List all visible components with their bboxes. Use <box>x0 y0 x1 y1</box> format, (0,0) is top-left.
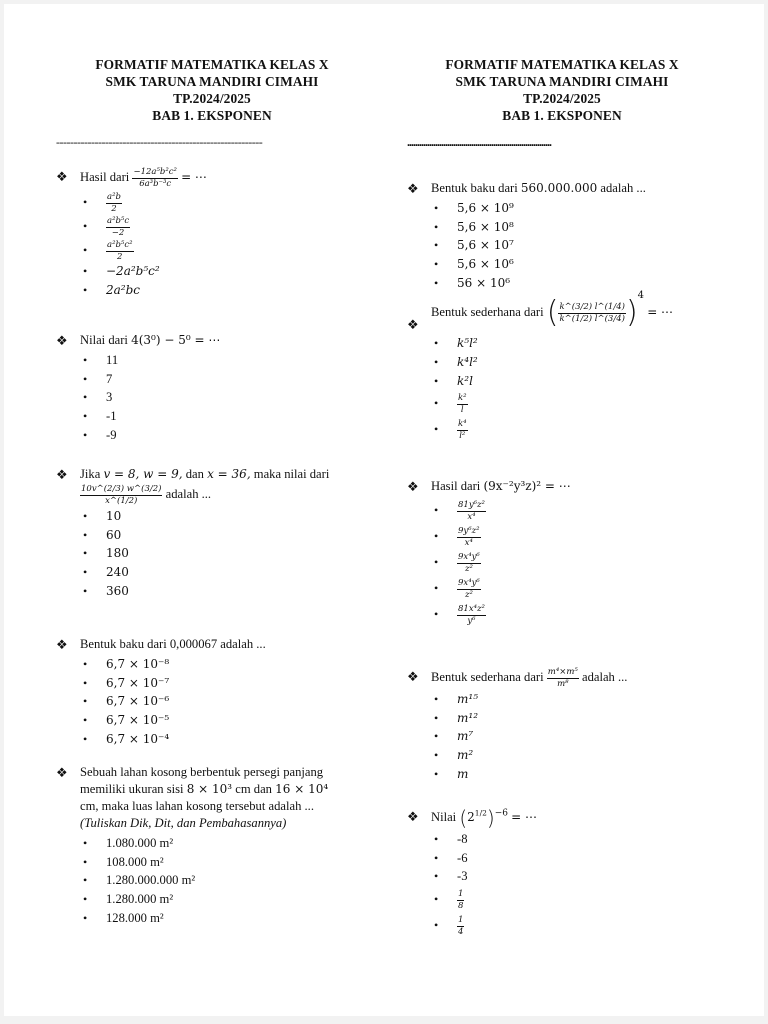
question-stem <box>56 636 374 653</box>
fraction-denominator: m⁸ <box>557 678 569 689</box>
stem-expression-2: x = 36, <box>207 467 251 481</box>
option-b[interactable] <box>407 353 717 372</box>
option-d[interactable] <box>407 746 717 765</box>
stem-expression-2: 16 × 10⁴ <box>275 782 329 796</box>
option-c[interactable] <box>407 372 717 391</box>
fraction-denominator: z² <box>464 563 473 574</box>
option-text: m <box>457 766 469 781</box>
option-a[interactable] <box>407 497 717 523</box>
option-d[interactable] <box>56 262 374 281</box>
right-header <box>407 56 717 124</box>
option-list <box>56 507 374 601</box>
option-fraction <box>457 501 486 521</box>
diamond-bullet-icon: ❖ <box>407 669 419 684</box>
option-text: 2a²bc <box>106 282 141 297</box>
fraction-numerator: • k² <box>458 393 467 404</box>
fraction-numerator: • 81y⁶z² <box>458 500 485 511</box>
header-year: TP.2024/2025 <box>173 91 251 106</box>
diamond-bullet-icon: ❖ <box>407 809 419 824</box>
option-fraction <box>457 394 468 414</box>
option-fraction <box>457 605 486 625</box>
fraction-denominator: 2 <box>117 251 123 262</box>
diamond-bullet-icon: ❖ <box>407 181 419 196</box>
right-paren: ) <box>625 295 638 331</box>
option-a[interactable]: • 11 <box>56 351 374 370</box>
fraction-denominator: l <box>460 404 464 415</box>
stem-line-2 <box>80 485 374 505</box>
option-text: 56 × 10⁶ <box>457 275 511 290</box>
fraction-numerator: • 1 <box>458 915 464 926</box>
option-e[interactable] <box>407 601 717 627</box>
stem-suffix: adalah ... <box>581 669 628 684</box>
option-fraction <box>457 579 481 599</box>
stem-text: cm dan <box>235 782 272 796</box>
question-stem <box>407 808 717 828</box>
option-b[interactable] <box>56 674 374 693</box>
question-stem <box>407 180 717 197</box>
option-b[interactable] <box>56 526 374 545</box>
option-b[interactable] <box>407 218 717 237</box>
option-e[interactable] <box>407 765 717 784</box>
stem-text: Bentuk baku dari 0,000067 adalah ... <box>80 637 266 651</box>
diamond-bullet-icon: ❖ <box>407 317 419 332</box>
stem-prefix: Hasil dari <box>80 169 130 184</box>
question-stem <box>56 764 374 832</box>
question-stem <box>407 668 717 688</box>
stem-fraction <box>80 485 162 505</box>
option-fraction <box>457 916 464 936</box>
option-text: 10 <box>106 509 122 523</box>
option-e[interactable] <box>56 582 374 601</box>
option-b[interactable]: • 7 <box>56 370 374 389</box>
stem-prefix: Hasil dari <box>431 479 481 493</box>
option-fraction <box>457 420 468 440</box>
option-list <box>407 497 717 627</box>
header-chapter: BAB 1. EKSPONEN <box>502 108 622 123</box>
option-list <box>56 655 374 749</box>
left-paren: ( <box>546 295 559 331</box>
power-base: 2 <box>467 809 475 824</box>
option-text: m² <box>457 748 474 763</box>
stem-fraction <box>547 668 579 688</box>
option-e[interactable]: • 128.000 m² <box>56 909 374 928</box>
fraction-denominator: k^(1/2) l^(3/4) <box>559 313 625 324</box>
fraction-numerator: • a²b⁵c² <box>107 240 133 251</box>
option-text: k²l <box>457 373 473 388</box>
option-a[interactable] <box>407 690 717 709</box>
fraction-numerator: m⁴×m⁵ <box>547 667 578 677</box>
worksheet-page <box>4 4 764 1016</box>
option-e[interactable] <box>56 730 374 749</box>
stem-expression: v = 8, w = 9, <box>103 467 183 481</box>
stem-prefix: Bentuk baku dari <box>431 181 518 195</box>
option-a[interactable] <box>56 507 374 526</box>
option-a[interactable]: • -8 <box>407 830 717 849</box>
question-r4 <box>407 668 717 784</box>
fraction-denominator: 8 <box>458 900 464 911</box>
option-text: 5,6 × 10⁹ <box>457 201 514 215</box>
question-l4 <box>56 636 374 749</box>
option-a[interactable]: • 1.080.000 m² <box>56 834 374 853</box>
question-stem <box>407 478 717 495</box>
option-text: 5,6 × 10⁷ <box>457 238 514 253</box>
option-list <box>407 690 717 784</box>
option-d[interactable] <box>407 390 717 416</box>
stem-note: (Tuliskan Dik, Dit, dan Pembahasannya) <box>80 816 287 830</box>
option-c[interactable] <box>407 236 717 255</box>
option-list <box>407 830 717 938</box>
header-year: TP.2024/2025 <box>523 91 601 106</box>
fraction-numerator: 10v^(2/3) w^(3/2) <box>81 484 162 494</box>
stem-text: memiliki ukuran sisi <box>80 782 184 796</box>
option-text: k⁵l² <box>457 336 478 351</box>
option-b[interactable] <box>407 523 717 549</box>
stem-suffix: = ⋯ <box>181 169 207 184</box>
fraction-denominator: z² <box>464 589 473 600</box>
option-list <box>56 834 374 928</box>
left-divider: ----------------------------------------------------------- <box>56 136 263 148</box>
right-paren: ) <box>486 806 495 830</box>
question-l2 <box>56 332 374 445</box>
fraction-numerator: • 9x⁴y⁶ <box>458 552 480 563</box>
fraction-denominator: 2 <box>111 203 117 214</box>
option-a[interactable] <box>56 655 374 674</box>
option-a[interactable] <box>56 190 374 214</box>
option-fraction <box>106 217 130 237</box>
diamond-bullet-icon: ❖ <box>56 169 68 184</box>
question-stem <box>407 290 717 332</box>
fraction-denominator: x^(1/2) <box>105 495 138 506</box>
fraction-numerator: • 81x⁴z² <box>458 604 485 615</box>
question-stem <box>56 332 374 349</box>
question-r5 <box>407 808 717 938</box>
option-text: 60 <box>106 527 122 542</box>
diamond-bullet-icon: ❖ <box>56 467 68 482</box>
option-c[interactable] <box>407 549 717 575</box>
stem-suffix: = ⋯ <box>647 305 674 319</box>
option-fraction <box>457 527 481 547</box>
diamond-bullet-icon: ❖ <box>56 765 68 780</box>
stem-prefix: Jika <box>80 467 101 481</box>
option-text: 6,7 × 10⁻⁸ <box>106 657 170 671</box>
option-text: −2a²b⁵c² <box>106 264 160 278</box>
option-text: m⁷ <box>457 729 474 744</box>
option-fraction <box>106 193 122 213</box>
stem-suffix: adalah ... <box>600 181 646 195</box>
fraction-numerator: • 9y⁶z² <box>458 526 480 537</box>
option-list <box>407 334 717 442</box>
option-c[interactable] <box>56 544 374 563</box>
option-c[interactable] <box>407 727 717 746</box>
question-l5 <box>56 764 374 928</box>
option-d[interactable] <box>56 563 374 582</box>
option-text: 5,6 × 10⁶ <box>457 257 514 272</box>
fraction-numerator: • a²b <box>107 192 121 203</box>
option-fraction <box>106 241 134 261</box>
option-c[interactable]: • 3 <box>56 388 374 407</box>
fraction-denominator: x⁴ <box>467 511 476 522</box>
stem-line-3: cm, maka luas lahan kosong tersebut adalah ... <box>80 799 314 813</box>
option-text: 5,6 × 10⁸ <box>457 219 514 234</box>
header-chapter: BAB 1. EKSPONEN <box>152 108 272 123</box>
fraction-numerator: • a²b⁵c <box>107 216 130 227</box>
header-title: FORMATIF MATEMATIKA KELAS X <box>95 57 329 72</box>
stem-fraction <box>132 168 177 188</box>
option-c[interactable]: • 1.280.000.000 m² <box>56 871 374 890</box>
stem-prefix: Bentuk sederhana dari <box>431 669 544 684</box>
outer-exponent: 4 <box>637 290 645 301</box>
option-d[interactable] <box>56 711 374 730</box>
fraction-numerator: −12a⁵b²c² <box>133 167 177 177</box>
stem-prefix: Nilai <box>431 809 457 824</box>
option-e[interactable] <box>407 416 717 442</box>
left-column <box>56 56 374 925</box>
question-r2 <box>407 290 717 442</box>
stem-line-2 <box>80 781 374 798</box>
right-divider: ........................................................................ <box>407 136 551 148</box>
stem-expression: 4(3⁰) − 5⁰ = ⋯ <box>131 333 221 347</box>
left-paren: ( <box>459 806 468 830</box>
diamond-bullet-icon: ❖ <box>56 637 68 652</box>
fraction-numerator: • k⁴ <box>458 419 467 430</box>
option-list <box>56 351 374 445</box>
option-text: m¹² <box>457 710 478 725</box>
fraction-denominator: l² <box>459 430 466 441</box>
stem-suffix: = ⋯ <box>511 809 537 824</box>
option-b[interactable] <box>407 709 717 728</box>
fraction-numerator: k^(3/2) l^(1/4) <box>559 302 625 313</box>
question-r3 <box>407 478 717 627</box>
question-l1 <box>56 168 374 299</box>
option-b[interactable]: • 108.000 m² <box>56 853 374 872</box>
option-text: m¹⁵ <box>457 692 478 706</box>
stem-expression: 8 × 10³ <box>186 782 233 796</box>
option-c[interactable] <box>56 238 374 262</box>
option-d[interactable]: • -1 <box>56 407 374 426</box>
header-school: SMK TARUNA MANDIRI CIMAHI <box>455 74 669 89</box>
fraction-numerator: • 1 <box>458 889 464 900</box>
outer-exponent: −6 <box>494 808 508 819</box>
option-e[interactable] <box>407 912 717 938</box>
question-stem <box>56 168 374 188</box>
inner-exponent: 1/2 <box>474 808 487 818</box>
stem-expression: 560.000.000 <box>520 181 598 195</box>
fraction-denominator: 6a³b⁻³c <box>139 178 172 189</box>
fraction-denominator: −2 <box>111 227 125 238</box>
option-text: 6,7 × 10⁻⁷ <box>106 675 170 690</box>
option-d[interactable] <box>407 886 717 912</box>
option-text: 360 <box>106 583 129 598</box>
option-e[interactable]: • -9 <box>56 426 374 445</box>
question-r1 <box>407 180 717 293</box>
question-stem <box>56 466 374 505</box>
option-list <box>56 190 374 299</box>
stem-suffix: maka nilai dari <box>253 467 330 481</box>
option-text: 6,7 × 10⁻⁴ <box>106 731 170 746</box>
header-title: FORMATIF MATEMATIKA KELAS X <box>445 57 679 72</box>
option-text: 240 <box>106 565 129 580</box>
option-e[interactable] <box>407 274 717 293</box>
right-column <box>407 56 717 937</box>
option-c[interactable]: • -3 <box>407 867 717 886</box>
stem-prefix: Nilai dari <box>80 333 128 347</box>
fraction-denominator: y⁶ <box>467 615 476 626</box>
option-e[interactable] <box>56 281 374 300</box>
option-b[interactable]: • -6 <box>407 849 717 868</box>
option-fraction <box>457 890 464 910</box>
option-fraction <box>457 553 481 573</box>
left-header <box>50 56 374 124</box>
stem-expression: (9x⁻²y³z)² = ⋯ <box>483 479 571 493</box>
fraction-numerator: • 9x⁴y⁶ <box>458 578 480 589</box>
option-d[interactable]: • 1.280.000 m² <box>56 890 374 909</box>
option-text: 6,7 × 10⁻⁵ <box>106 713 170 728</box>
question-l3 <box>56 466 374 601</box>
stem-mid: dan <box>185 467 204 481</box>
stem-line-1: Sebuah lahan kosong berbentuk persegi panjang <box>80 765 324 779</box>
option-list <box>407 199 717 293</box>
diamond-bullet-icon: ❖ <box>56 333 68 348</box>
option-d[interactable] <box>407 575 717 601</box>
fraction-denominator: 4 <box>458 926 464 937</box>
option-c[interactable] <box>56 692 374 711</box>
option-text: 180 <box>106 546 129 561</box>
option-a[interactable] <box>407 334 717 353</box>
option-text: k⁴l² <box>457 354 478 369</box>
option-d[interactable] <box>407 255 717 274</box>
stem-prefix: Bentuk sederhana dari <box>431 305 544 319</box>
fraction-denominator: x⁴ <box>464 537 473 548</box>
option-text: 6,7 × 10⁻⁶ <box>106 694 170 709</box>
stem-after: adalah ... <box>165 486 212 501</box>
stem-fraction <box>558 303 625 323</box>
option-b[interactable] <box>56 214 374 238</box>
header-school: SMK TARUNA MANDIRI CIMAHI <box>105 74 319 89</box>
diamond-bullet-icon: ❖ <box>407 479 419 494</box>
option-a[interactable] <box>407 199 717 218</box>
